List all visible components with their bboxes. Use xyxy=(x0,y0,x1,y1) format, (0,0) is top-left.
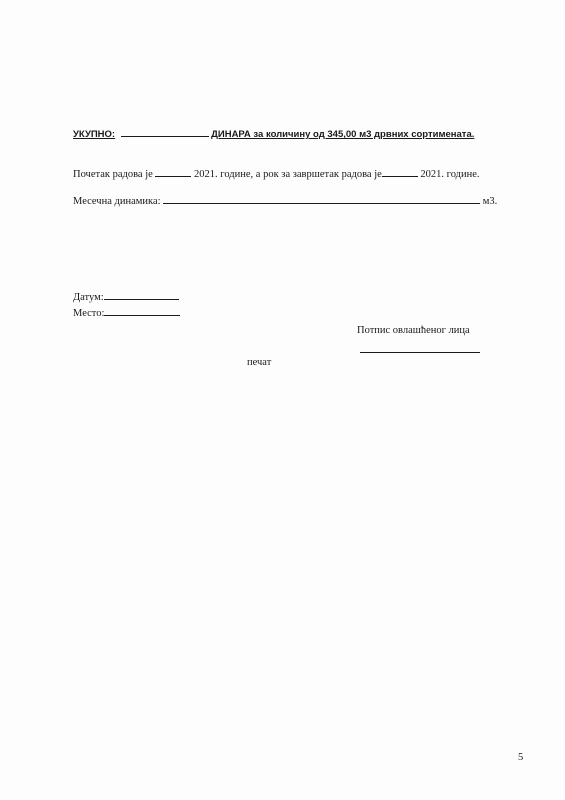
monthly-dynamics-row xyxy=(73,194,497,207)
place-blank xyxy=(104,306,180,316)
date-row xyxy=(73,290,179,303)
total-line xyxy=(73,127,474,140)
start-prefix: Почетак радова је xyxy=(73,169,153,180)
monthly-label: Месечна динамика: xyxy=(73,196,161,207)
place-row xyxy=(73,306,180,319)
date-blank xyxy=(104,290,179,300)
start-middle: 2021. године, а рок за завршетак радова је xyxy=(194,169,382,180)
total-text: ДИНАРА за количину од 345,00 м3 дрвних сортимената. xyxy=(211,129,475,140)
date-label: Датум: xyxy=(73,292,104,303)
start-date-blank xyxy=(155,167,191,177)
signature-label: Потпис овлашћеног лица xyxy=(357,325,470,336)
start-date-row xyxy=(73,167,480,180)
total-amount-blank xyxy=(121,127,209,137)
signature-line xyxy=(360,352,480,353)
total-label: УКУПНО: xyxy=(73,129,116,140)
page-number: 5 xyxy=(518,752,524,763)
deadline-blank xyxy=(382,167,418,177)
place-label: Место: xyxy=(73,308,105,319)
monthly-dynamics-blank xyxy=(163,194,480,204)
stamp-label: печат xyxy=(247,357,272,368)
monthly-unit: м3. xyxy=(482,196,498,207)
start-suffix: 2021. године. xyxy=(420,169,480,180)
